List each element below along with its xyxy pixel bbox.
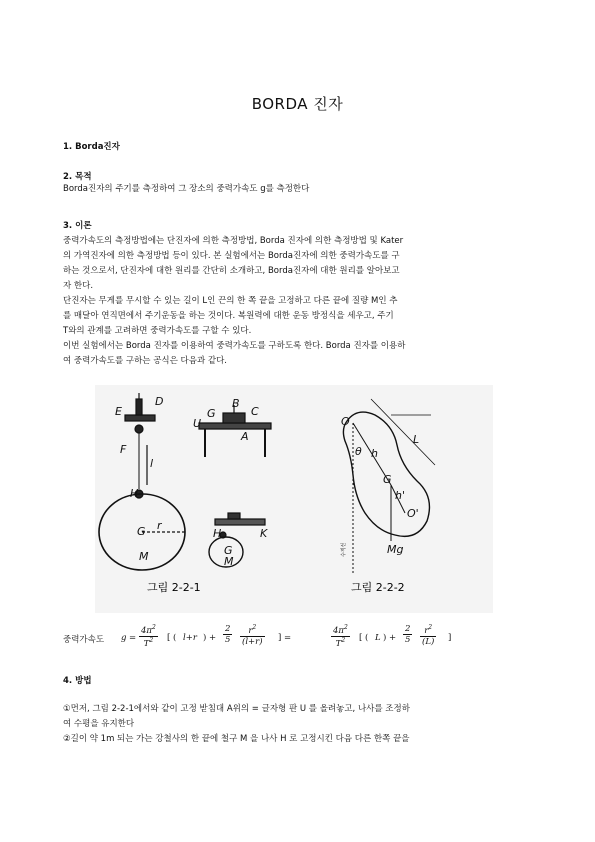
frac-num-2: 2 (225, 624, 231, 634)
frac-den-5: 5 (225, 635, 231, 645)
frac-num-2-b: 2 (405, 624, 411, 634)
fig-2-2-1-mid (199, 405, 271, 567)
label-b: B (232, 397, 240, 410)
label-o: O (341, 415, 350, 428)
fraction-r2-lr: $\frac{r^2}{(l+r)}$ (242, 624, 263, 647)
frac-num: 4π (141, 625, 152, 636)
caption-2-2-1: 그림 2-2-1 (147, 581, 201, 594)
paragraph-line: 자 한다. (63, 281, 94, 291)
formula-g: g (121, 633, 127, 643)
frac-den-lr: (l+r) (242, 636, 263, 647)
paragraph-line: 의 가역진자에 의한 측정방법 등이 있다. 본 실험에서는 Borda진자에 의한 중력가속도를 구 (63, 251, 400, 261)
pendulum-figure (95, 385, 493, 613)
page-title: BORDA 진자 (251, 95, 344, 113)
formula-eq: = (129, 633, 137, 643)
frac-num-2b: 4π (333, 625, 344, 636)
section-3-body (63, 234, 511, 369)
gravity-formula (63, 622, 523, 658)
paragraph-line: 이번 실험에서는 Borda 진자를 이용하여 중력가속도를 구하도록 한다. Borda 진자를 이용하 (63, 341, 406, 351)
label-vertical-line: 수직선 (341, 542, 347, 557)
label-h-right: h (371, 447, 378, 460)
paragraph-line: 를 매달아 연직면에서 주기운동을 하는 것이다. 복원력에 대한 운동 방정식을 세우고, 주기 (63, 311, 394, 321)
frac-r: r (248, 625, 253, 636)
section-2-heading: 2. 목적 (63, 172, 92, 182)
fraction-2-5-b (403, 624, 412, 645)
fig-2-2-1-left (99, 393, 185, 570)
frac-den: T (143, 638, 150, 649)
label-a: A (241, 430, 249, 443)
label-r: r (157, 519, 162, 532)
frac-den-2b: T (335, 638, 342, 649)
label-theta: θ (355, 445, 362, 458)
bracket-open: [ ( (167, 633, 177, 643)
bracket-open-2: [ ( (359, 633, 369, 643)
label-L: L (413, 433, 420, 446)
frac-den-5-b: 5 (405, 635, 411, 645)
label-d: D (155, 395, 164, 408)
formula-close-2: ) + (383, 633, 397, 643)
label-h-mid: H (213, 527, 222, 540)
paragraph-line: 여 중력가속도를 구하는 공식은 다음과 같다. (63, 356, 228, 366)
label-l: l (150, 457, 154, 470)
paragraph-line: T와의 관계를 고려하면 중력가속도를 구할 수 있다. (63, 326, 252, 336)
formula-L: L (375, 633, 381, 643)
label-o-prime: O' (407, 507, 419, 520)
paragraph-line: ②길이 약 1m 되는 가는 강철사의 한 끝에 철구 M 을 나사 H 로 고정시킨 다음 다른 한쪽 끝을 (63, 734, 410, 744)
paragraph-line: 단진자는 무게를 무시할 수 있는 길이 L인 끈의 한 쪽 끝을 고정하고 다른 끝에 질량 M인 추 (63, 296, 398, 306)
label-mg: Mg (387, 543, 404, 556)
formula-label: 중력가속도 (63, 635, 105, 645)
label-c: C (251, 405, 259, 418)
section-4-heading: 4. 방법 (63, 676, 92, 686)
fraction-r2-L: $\frac{r^2}{(L)}$ (422, 624, 435, 647)
label-g-mid: G (207, 407, 216, 420)
frac-den-L: (L) (422, 636, 435, 647)
pendulum-diagram (95, 385, 493, 613)
label-k: K (260, 527, 268, 540)
bracket-close-eq: ] = (278, 633, 292, 643)
label-g-ball: G (224, 544, 233, 557)
formula-close: ) + (203, 633, 217, 643)
label-h: H (130, 487, 139, 500)
fraction-2-5 (223, 624, 232, 645)
label-h-prime: h' (395, 489, 405, 502)
fraction-4pi-over-t-2: $\frac{4\pi^2}{T^2}$ (333, 624, 348, 649)
label-m-ball: M (224, 555, 234, 568)
label-g: G (137, 525, 146, 538)
section-2-text: Borda진자의 주기를 측정하여 그 장소의 중력가속도 g를 측정한다 (63, 184, 310, 194)
caption-2-2-2: 그림 2-2-2 (351, 581, 405, 594)
formula-l-plus-r: l+r (183, 633, 197, 643)
paragraph-line: 여 수평을 유지한다 (63, 719, 135, 729)
bracket-end: ] (448, 633, 452, 643)
paragraph-line: ①먼저, 그림 2-2-1에서와 같이 고정 받침대 A위의 = 글자형 판 U 를 올려놓고, 나사를 조정하 (63, 704, 410, 714)
label-f: F (120, 443, 127, 456)
label-g-right: G (383, 473, 392, 486)
section-3-heading: 3. 이론 (63, 221, 92, 231)
frac-r-b: r (424, 625, 429, 636)
fraction-4pi-over-t: $\frac{4\pi^2}{T^2}$ (141, 624, 156, 649)
label-m: M (139, 550, 149, 563)
paragraph-line: 중력가속도의 측정방법에는 단진자에 의한 측정방법, Borda 진자에 의한 측정방법 및 Kater (63, 236, 404, 246)
section-4-body (63, 702, 511, 747)
label-e: E (115, 405, 122, 418)
section-1-heading: 1. Borda진자 (63, 142, 120, 152)
label-u: U (193, 417, 202, 430)
paragraph-line: 하는 것으로서, 단진자에 대한 원리를 간단히 소개하고, Borda진자에 대한 원리를 알아보고 (63, 266, 400, 276)
